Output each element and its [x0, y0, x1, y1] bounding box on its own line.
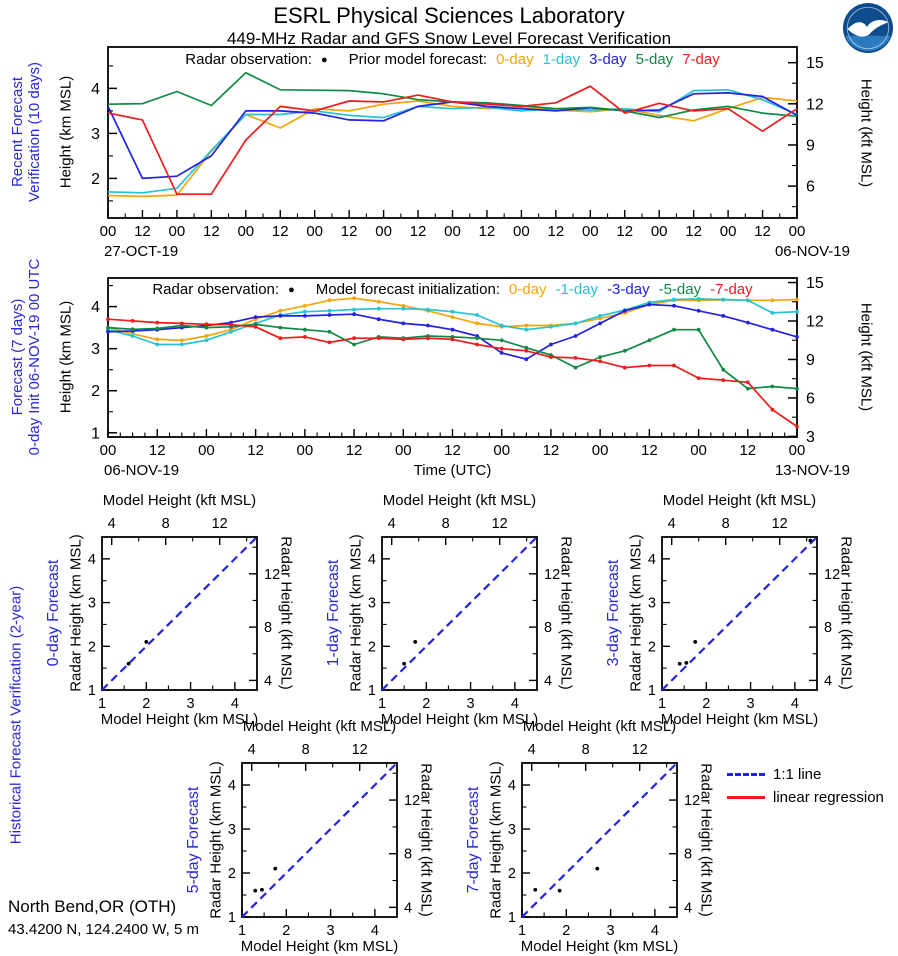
- svg-text:1: 1: [87, 683, 96, 699]
- svg-text:12: 12: [491, 516, 508, 532]
- svg-text:12: 12: [739, 442, 757, 459]
- svg-text:8: 8: [161, 516, 170, 532]
- svg-text:2: 2: [647, 639, 656, 656]
- plot2-date-left: 06-NOV-19: [104, 462, 180, 479]
- plot1-legend-7day: 7-day: [682, 51, 720, 68]
- svg-text:8: 8: [581, 742, 590, 758]
- plot2-ylabel-right: Height (kft MSL): [857, 302, 875, 412]
- plot1-side-title-line1: Recent Forecast: [8, 76, 26, 188]
- svg-text:00: 00: [591, 442, 609, 459]
- svg-text:4: 4: [510, 696, 519, 712]
- svg-text:00: 00: [394, 442, 412, 459]
- svg-text:4: 4: [91, 80, 100, 98]
- scatter0-bottom-label: Model Height (km MSL): [100, 711, 259, 728]
- scatter1-top-label: Model Height (kft MSL): [382, 492, 537, 509]
- radar-obs-dot-icon: ●: [288, 283, 295, 296]
- scatter4-top-label: Model Height (kft MSL): [522, 718, 677, 735]
- svg-text:1: 1: [647, 683, 656, 699]
- plot2-legend-3day: -3-day: [607, 281, 650, 298]
- svg-text:00: 00: [650, 223, 668, 240]
- svg-text:4: 4: [227, 778, 236, 794]
- svg-text:1: 1: [507, 910, 516, 926]
- svg-text:00: 00: [237, 223, 255, 240]
- svg-text:2: 2: [282, 923, 291, 939]
- svg-text:4: 4: [387, 516, 396, 532]
- svg-text:00: 00: [690, 442, 707, 459]
- svg-text:12: 12: [685, 223, 702, 240]
- svg-text:3: 3: [91, 125, 100, 143]
- legend-regression-label: linear regression: [773, 789, 884, 806]
- svg-text:2: 2: [367, 639, 376, 656]
- svg-text:12: 12: [771, 516, 788, 532]
- plot1-legend: [108, 51, 797, 68]
- plot2-ylabel-left: Height (km MSL): [57, 300, 75, 414]
- svg-text:3: 3: [606, 923, 615, 939]
- station-name: North Bend,OR (OTH): [8, 897, 177, 916]
- svg-text:8: 8: [721, 516, 730, 532]
- svg-text:3: 3: [367, 595, 376, 612]
- svg-text:6: 6: [806, 390, 815, 408]
- plot2-legend-obs-label: Radar observation:: [152, 281, 280, 298]
- scatter0-left-label: Radar Height (km MSL): [67, 534, 85, 692]
- svg-text:12: 12: [544, 566, 561, 583]
- svg-text:3: 3: [87, 595, 96, 612]
- svg-text:3: 3: [507, 822, 516, 838]
- svg-text:3: 3: [186, 696, 195, 712]
- svg-text:12: 12: [247, 442, 264, 459]
- svg-text:00: 00: [306, 223, 324, 240]
- svg-text:1: 1: [657, 696, 667, 712]
- dashed-line-sample-icon: [727, 773, 765, 776]
- noaa-logo: [842, 2, 894, 59]
- svg-text:8: 8: [441, 516, 450, 532]
- plot2-xlabel: Time (UTC): [413, 462, 492, 479]
- scatter3-title: 5-day Forecast: [184, 786, 202, 894]
- solid-line-sample-icon: [727, 796, 765, 799]
- svg-text:12: 12: [203, 223, 220, 240]
- plot1-date-right: 06-NOV-19: [774, 243, 850, 260]
- svg-text:12: 12: [478, 223, 496, 240]
- svg-text:4: 4: [790, 696, 799, 712]
- scatter2-left-label: Radar Height (km MSL): [627, 534, 645, 692]
- svg-text:3: 3: [647, 595, 656, 612]
- svg-text:12: 12: [404, 793, 421, 810]
- svg-text:3: 3: [746, 696, 755, 712]
- station-coords: 43.4200 N, 124.2400 W, 5 m: [8, 921, 199, 938]
- svg-text:12: 12: [148, 442, 166, 459]
- plot1-side-title-line2: Verification (10 days): [26, 61, 43, 203]
- svg-text:12: 12: [754, 223, 771, 240]
- svg-text:4: 4: [650, 923, 659, 939]
- svg-text:12: 12: [211, 516, 228, 532]
- plot2-legend-1day: -1-day: [555, 281, 599, 298]
- svg-text:4: 4: [87, 551, 96, 568]
- svg-text:00: 00: [99, 442, 117, 459]
- svg-text:2: 2: [702, 696, 711, 712]
- svg-text:9: 9: [806, 137, 815, 155]
- svg-text:4: 4: [370, 923, 379, 939]
- svg-text:00: 00: [198, 442, 215, 459]
- plot2-legend-model-label: Model forecast initialization:: [315, 281, 500, 298]
- scatter1-title: 1-day Forecast: [324, 559, 342, 667]
- scatter1-bottom-label: Model Height (km MSL): [380, 711, 539, 728]
- svg-text:12: 12: [264, 566, 281, 583]
- legend-regression: [727, 789, 884, 806]
- svg-text:4: 4: [247, 742, 256, 758]
- scatter0-top-label: Model Height (kft MSL): [102, 492, 257, 509]
- scatter4-bottom-label: Model Height (km MSL): [520, 938, 679, 955]
- svg-text:2: 2: [91, 383, 100, 401]
- svg-text:00: 00: [375, 223, 392, 240]
- svg-text:12: 12: [631, 742, 648, 758]
- plot1-legend-obs-label: Radar observation:: [185, 51, 313, 68]
- svg-text:1: 1: [237, 923, 247, 939]
- svg-text:4: 4: [544, 673, 553, 690]
- svg-text:15: 15: [806, 55, 824, 73]
- scatter4-right-label: Radar Height (kft MSL): [697, 763, 715, 917]
- svg-text:2: 2: [227, 866, 236, 882]
- svg-text:4: 4: [507, 778, 516, 794]
- plot1-legend-0day: 0-day: [496, 51, 534, 68]
- svg-text:00: 00: [444, 223, 461, 240]
- svg-text:6: 6: [806, 178, 815, 196]
- svg-text:12: 12: [641, 442, 658, 459]
- plot1-ylabel-left: Height (km MSL): [57, 75, 75, 189]
- svg-text:8: 8: [301, 742, 310, 758]
- svg-text:00: 00: [99, 223, 117, 240]
- svg-text:3: 3: [326, 923, 335, 939]
- plot1-side-title: [9, 62, 44, 202]
- plot2-side-title: [9, 259, 44, 456]
- plot2-legend-5day: -5-day: [658, 281, 702, 298]
- plot2-side-title-line1: Forecast (7 days): [8, 298, 26, 416]
- scatter3-left-label: Radar Height (km MSL): [207, 761, 225, 919]
- svg-text:12: 12: [806, 313, 824, 331]
- svg-text:4: 4: [684, 900, 693, 917]
- svg-text:12: 12: [444, 442, 461, 459]
- legend-one-to-one: [727, 766, 821, 783]
- plot1-legend-1day: 1-day: [542, 51, 581, 68]
- svg-text:1: 1: [97, 696, 107, 712]
- scatter1-left-label: Radar Height (km MSL): [347, 534, 365, 692]
- scatter0-title: 0-day Forecast: [44, 559, 62, 667]
- svg-text:1: 1: [227, 910, 236, 926]
- svg-text:4: 4: [91, 299, 100, 317]
- svg-text:12: 12: [542, 442, 560, 459]
- scatter2-title: 3-day Forecast: [604, 559, 622, 667]
- svg-text:1: 1: [377, 696, 387, 712]
- scatter2-bottom-label: Model Height (km MSL): [660, 711, 819, 728]
- page-subtitle: 449-MHz Radar and GFS Snow Level Forecast Verification: [226, 29, 672, 48]
- plot2-legend-7day: -7-day: [710, 281, 753, 298]
- scatter3-top-label: Model Height (kft MSL): [242, 718, 397, 735]
- svg-text:1: 1: [517, 923, 527, 939]
- svg-text:2: 2: [87, 639, 96, 656]
- svg-text:3: 3: [806, 428, 815, 446]
- svg-text:12: 12: [684, 793, 701, 810]
- svg-text:1: 1: [367, 683, 376, 699]
- scatter4-title: 7-day Forecast: [464, 786, 482, 894]
- scatter1-right-label: Radar Height (kft MSL): [557, 536, 575, 690]
- legend-one-to-one-label: 1:1 line: [773, 766, 822, 783]
- svg-text:00: 00: [719, 223, 737, 240]
- plot1-legend-3day: 3-day: [589, 51, 627, 68]
- svg-text:3: 3: [466, 696, 475, 712]
- noaa-logo-image: [842, 2, 894, 54]
- svg-text:12: 12: [409, 223, 427, 240]
- svg-text:12: 12: [616, 223, 634, 240]
- plot2-legend-0day: 0-day: [509, 281, 547, 298]
- svg-text:2: 2: [507, 866, 516, 882]
- svg-text:2: 2: [562, 923, 571, 939]
- svg-text:1: 1: [91, 425, 100, 443]
- plot2-date-right: 13-NOV-19: [774, 462, 850, 479]
- svg-text:4: 4: [527, 742, 536, 758]
- svg-text:4: 4: [404, 900, 413, 917]
- plot1-ylabel-right: Height (kft MSL): [857, 78, 875, 188]
- scatter3-bottom-label: Model Height (km MSL): [240, 938, 399, 955]
- svg-text:8: 8: [404, 846, 413, 863]
- svg-text:4: 4: [824, 673, 833, 690]
- svg-text:3: 3: [227, 822, 236, 838]
- scatter2-right-label: Radar Height (kft MSL): [837, 536, 855, 690]
- svg-text:00: 00: [493, 442, 511, 459]
- svg-text:9: 9: [806, 351, 815, 369]
- page-title: ESRL Physical Sciences Laboratory: [273, 3, 625, 28]
- svg-text:2: 2: [91, 170, 100, 188]
- scatter0-right-label: Radar Height (kft MSL): [277, 536, 295, 690]
- svg-text:4: 4: [367, 551, 376, 568]
- svg-text:12: 12: [806, 96, 824, 114]
- svg-text:00: 00: [296, 442, 314, 459]
- svg-text:12: 12: [340, 223, 358, 240]
- plot1-legend-model-label: Prior model forecast:: [348, 51, 488, 68]
- svg-text:8: 8: [264, 620, 273, 637]
- svg-text:15: 15: [806, 275, 824, 293]
- plot2-legend: [108, 281, 797, 298]
- svg-text:12: 12: [351, 742, 368, 758]
- svg-text:12: 12: [345, 442, 363, 459]
- svg-text:8: 8: [824, 620, 833, 637]
- svg-text:3: 3: [91, 341, 100, 359]
- svg-text:8: 8: [684, 846, 693, 863]
- svg-text:4: 4: [647, 551, 656, 568]
- svg-text:00: 00: [513, 223, 530, 240]
- svg-text:00: 00: [168, 223, 186, 240]
- svg-text:12: 12: [271, 223, 289, 240]
- historical-side-title: Historical Forecast Verification (2-year): [7, 585, 25, 845]
- svg-text:12: 12: [824, 566, 841, 583]
- svg-text:00: 00: [581, 223, 599, 240]
- svg-text:12: 12: [547, 223, 565, 240]
- svg-text:00: 00: [788, 442, 806, 459]
- scatter2-top-label: Model Height (kft MSL): [662, 492, 817, 509]
- radar-obs-dot-icon: ●: [321, 53, 328, 66]
- scatter3-right-label: Radar Height (kft MSL): [417, 763, 435, 917]
- svg-text:00: 00: [788, 223, 806, 240]
- svg-text:8: 8: [544, 620, 553, 637]
- scatter4-left-label: Radar Height (km MSL): [487, 761, 505, 919]
- svg-text:4: 4: [230, 696, 239, 712]
- plot1-date-left: 27-OCT-19: [104, 243, 179, 260]
- svg-text:4: 4: [107, 516, 116, 532]
- plot2-side-title-line2: 0-day Init 06-NOV-19 00 UTC: [26, 258, 43, 456]
- svg-text:4: 4: [264, 673, 273, 690]
- svg-text:4: 4: [667, 516, 676, 532]
- plot1-legend-5day: 5-day: [635, 51, 674, 68]
- svg-text:2: 2: [142, 696, 151, 712]
- svg-text:12: 12: [134, 223, 151, 240]
- svg-text:2: 2: [422, 696, 431, 712]
